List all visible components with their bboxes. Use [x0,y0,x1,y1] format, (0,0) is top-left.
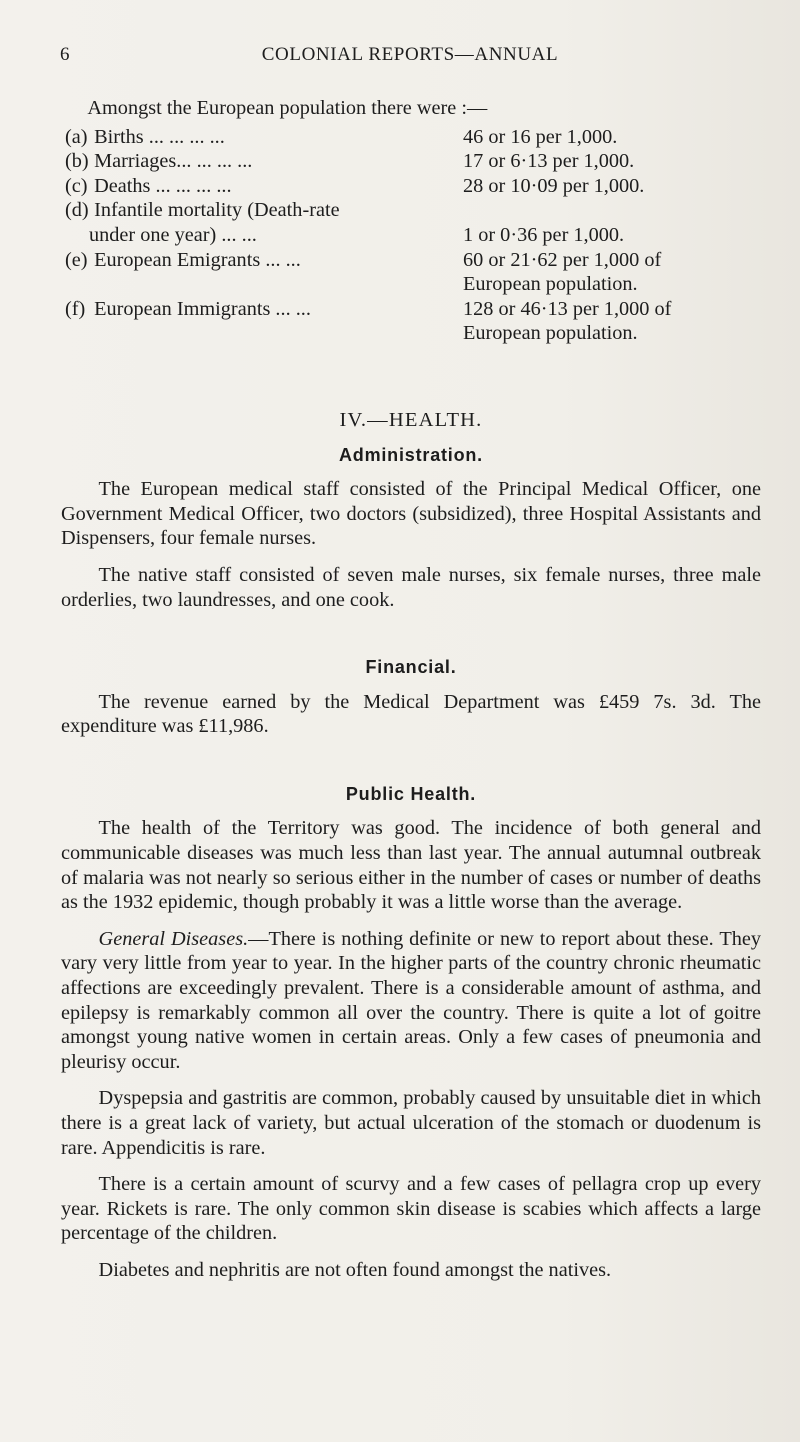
stat-label: (c) [65,174,88,197]
stat-name: Infantile mortality (Death-rate [94,199,340,222]
public-health-heading: Public Health. [345,783,477,804]
administration-paragraph: The native staff consisted of seven male nurses, six female nurses, three male orderlies, two laundresses, and one cook. [61,563,761,611]
administration-paragraph: The European medical staff consisted of the Principal Medical Officer, one Government Medical Officer, two doctors (subsidized), three Hospital Assistants and Dispensers, four female nurses. [61,478,761,550]
stat-leader-dots: ... ... ... ... [148,125,225,148]
stat-row-deaths [61,174,761,199]
stat-label: (d) [65,199,89,222]
general-diseases-lead: General Diseases. [98,927,249,950]
stats-intro: Amongst the European population there were :— [87,97,488,119]
stat-leader-dots: ... ... [265,248,301,271]
stat-row-european-immigrants [61,297,761,346]
stat-value: 46 or 16 per 1,000. [463,125,618,148]
scurvy-paragraph: There is a certain amount of scurvy and a few cases of pellagra crop up every year. Rickets is rare. The only common skin disease is scabies which affects a large percentage of the children. [61,1173,761,1245]
stat-name: Deaths [94,174,151,197]
stat-leader-dots: ... ... [221,223,257,246]
stat-leader-dots: ... ... ... [196,150,253,173]
general-diseases-text: —There is nothing definite or new to report about these. They vary very little from year to year. In the higher parts of the country chronic rheumatic affections are exceedingly prevalent. There is a considerable amount of asthma, and epilepsy is remarkably common all over the country. There is quite a lot of goitre amongst young native women in certain areas. Only a few cases of pneumonia and pleurisy occur. [61,927,761,1073]
stat-label: (e) [65,248,88,271]
population-stats [61,125,761,346]
stat-value: 17 or 6·13 per 1,000. [463,150,635,173]
stat-row-marriages [61,149,761,174]
stat-label: (f) [65,297,86,320]
stat-label: (b) [65,150,89,173]
stat-row-european-emigrants [61,248,761,297]
stat-name-continued: under one year) [89,223,217,246]
financial-paragraph: The revenue earned by the Medical Department was £459 7s. 3d. The expenditure was £11,986. [61,690,761,738]
general-diseases-paragraph [61,927,761,1075]
dyspepsia-paragraph: Dyspepsia and gastritis are common, probably caused by unsuitable diet in which there is a great lack of variety, but actual ulceration of the stomach or duodenum is rare. Appendicitis is rare. [61,1087,761,1159]
running-title: COLONIAL REPORTS—ANNUAL [261,44,559,65]
stat-row-infantile-mortality [61,198,761,223]
stat-name: Births [94,125,144,148]
stat-value: 28 or 10·09 per 1,000. [463,174,645,197]
stat-label: (a) [65,125,88,148]
stat-row-infantile-mortality-cont [61,223,761,248]
stat-name: Marriages... [94,150,192,173]
page-header [60,44,760,74]
stat-value: 128 or 46·13 per 1,000 of [463,297,672,320]
stat-value: 1 or 0·36 per 1,000. [463,223,625,246]
public-health-paragraph: The health of the Territory was good. The incidence of both general and communicable diseases was much less than last year. The annual autumnal outbreak of malaria was not nearly so serious either in the number of cases or number of deaths as the 1932 epidemic, though probably it was a little worse than the average. [61,817,761,914]
stat-leader-dots: ... [295,297,311,320]
stat-name: European Emigrants [94,248,261,271]
administration-heading: Administration. [338,444,483,465]
stat-value: 60 or 21·62 per 1,000 of [463,248,662,271]
financial-heading: Financial. [365,657,457,678]
stat-leader-dots: ... ... ... ... [155,174,232,197]
stat-value-continued: European population. [463,273,638,296]
section-title: IV.—HEALTH. [339,408,483,431]
stat-name: European Immigrants ... [94,297,291,320]
stat-value-continued: European population. [463,322,638,345]
diabetes-paragraph: Diabetes and nephritis are not often found amongst the natives. [98,1258,612,1281]
stat-row-births [61,125,761,150]
page-number: 6 [60,44,71,65]
document-body [61,96,761,1283]
